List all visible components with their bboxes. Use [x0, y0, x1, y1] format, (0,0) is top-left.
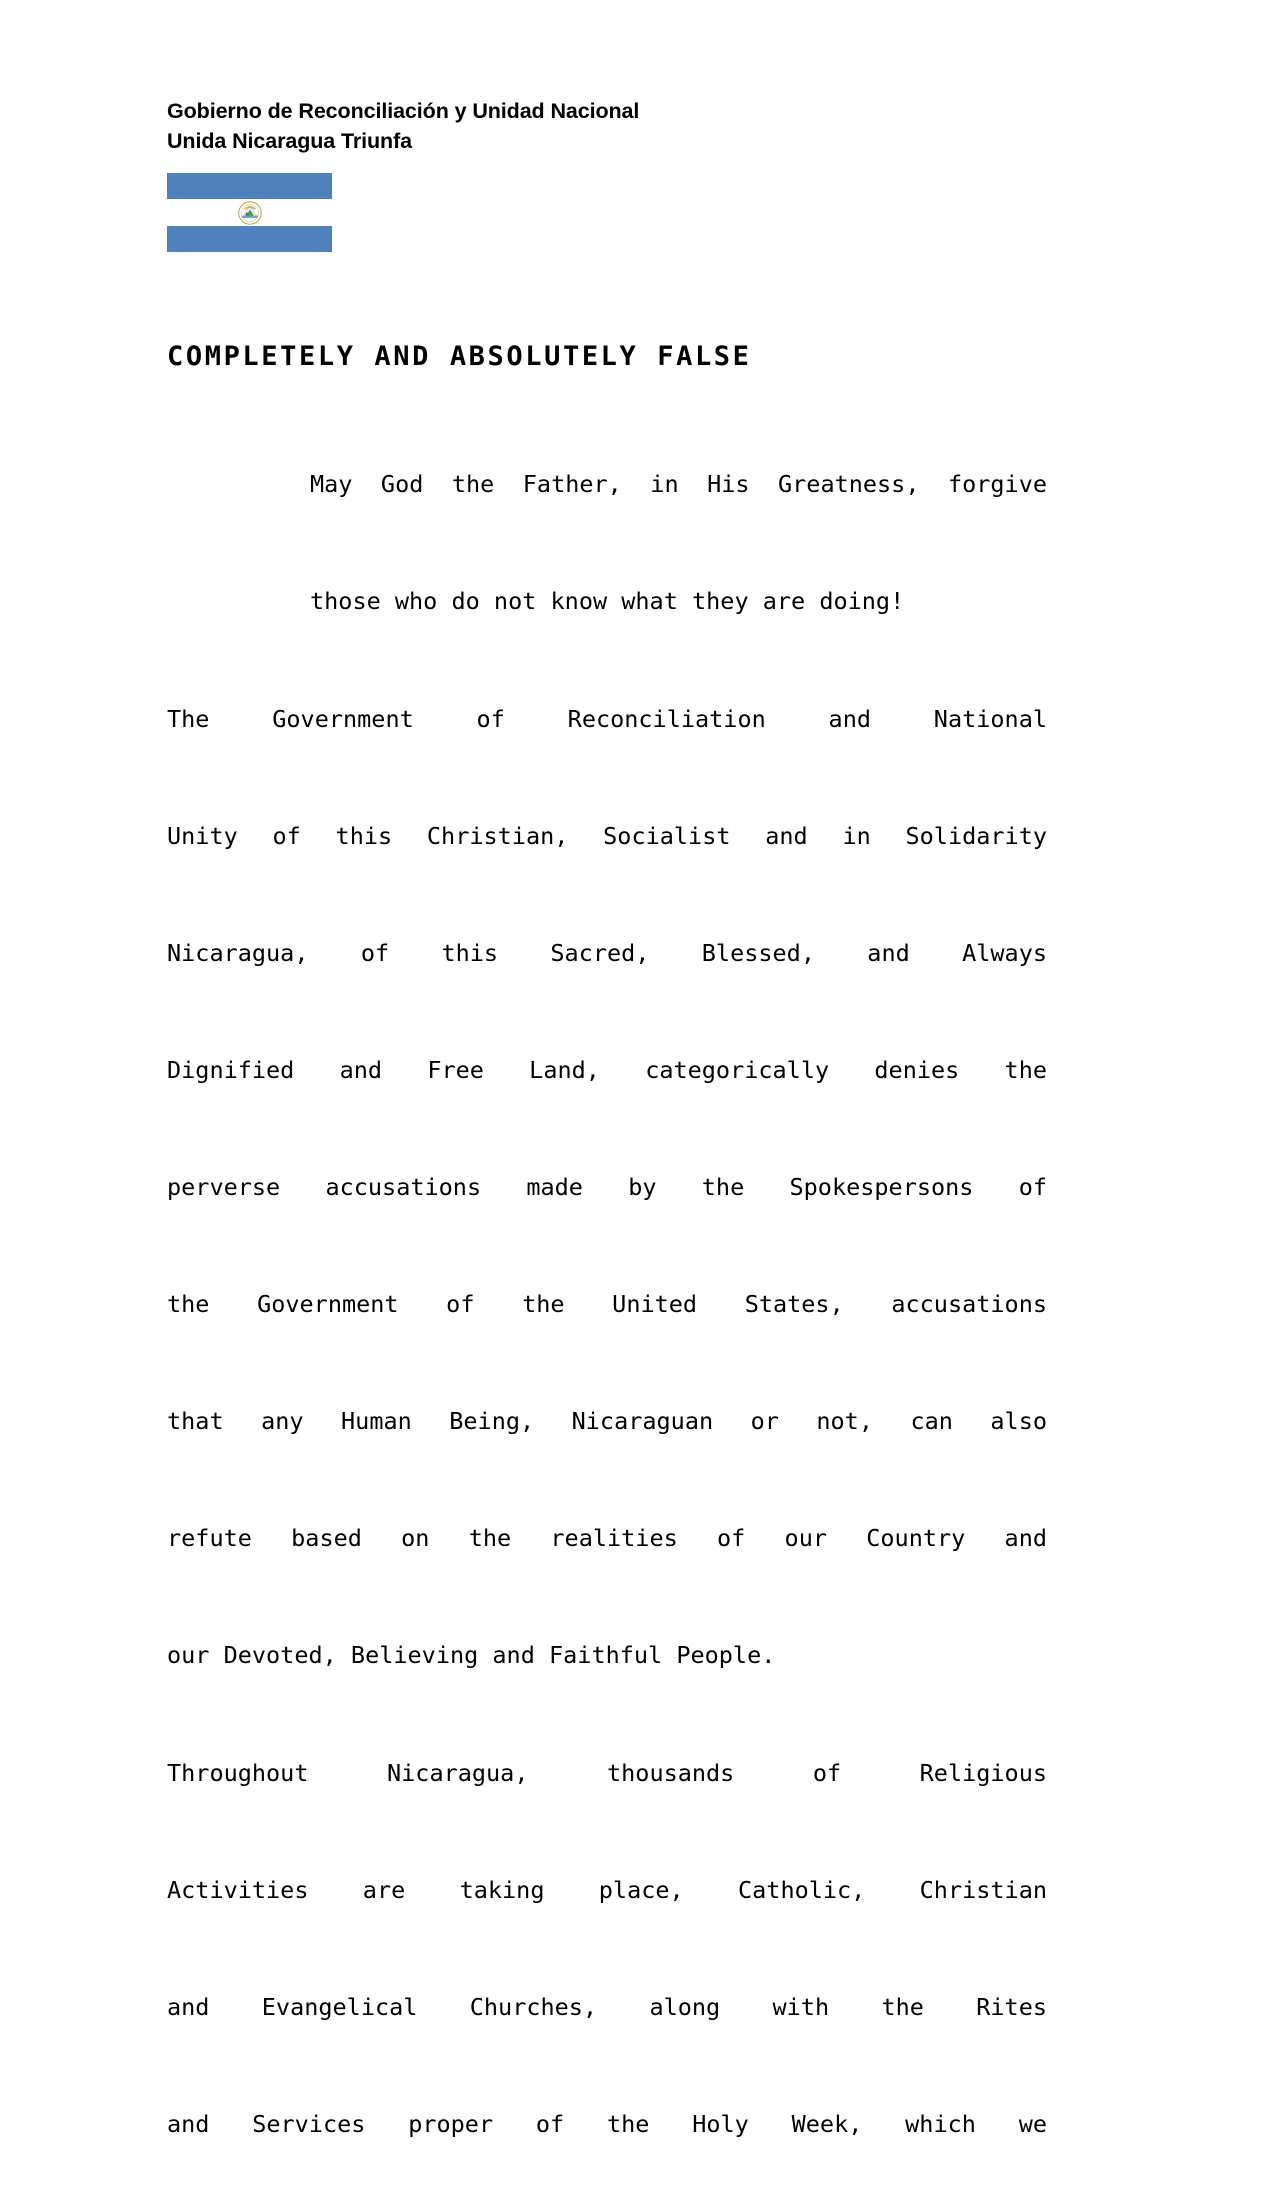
document-title: COMPLETELY AND ABSOLUTELY FALSE	[167, 341, 752, 372]
paragraph-1-line-8: refute based on the realities of our Country and	[167, 1523, 1047, 1552]
coat-of-arms-icon	[233, 196, 267, 230]
paragraph-spacer-1	[167, 631, 1047, 690]
paragraph-1-line-5: perverse accusations made by the Spokespersons of	[167, 1172, 1047, 1201]
paragraph-2-line-3: and Evangelical Churches, along with the Rites	[167, 1993, 1047, 2021]
paragraph-1-line-9: our Devoted, Believing and Faithful People.	[167, 1640, 776, 1669]
nicaragua-flag-image	[167, 173, 332, 252]
paragraph-1-line-2: Unity of this Christian, Socialist and in Solidarity	[167, 821, 1047, 850]
document-body	[167, 455, 1047, 2212]
paragraph-2	[167, 1744, 1047, 2212]
paragraph-1-line-7: that any Human Being, Nicaraguan or not, can also	[167, 1406, 1047, 1435]
paragraph-1-line-4: Dignified and Free Land, categorically denies the	[167, 1055, 1047, 1084]
quote-line-2: those who do not know what they are doing!	[310, 587, 905, 615]
letterhead-line-2: Unida Nicaragua Triunfa	[167, 129, 413, 153]
flag-graphic	[167, 173, 332, 252]
paragraph-1-line-3: Nicaragua, of this Sacred, Blessed, and Always	[167, 938, 1047, 967]
paragraph-spacer-2	[167, 1684, 1047, 1744]
paragraph-2-line-4: and Services proper of the Holy Week, which we	[167, 2110, 1047, 2138]
letterhead-line-1: Gobierno de Reconciliación y Unidad Nacional	[167, 99, 640, 123]
paragraph-1	[167, 690, 1047, 1685]
letterhead	[167, 96, 1067, 156]
quote-paragraph	[167, 455, 1047, 631]
paragraph-1-line-6: the Government of the United States, accusations	[167, 1289, 1047, 1318]
quote-line-1: May God the Father, in His Greatness, forgive	[310, 470, 1047, 498]
paragraph-2-line-2: Activities are taking place, Catholic, Christian	[167, 1876, 1047, 1904]
paragraph-2-line-1: Throughout Nicaragua, thousands of Religious	[167, 1759, 1047, 1787]
paragraph-1-line-1: The Government of Reconciliation and National	[167, 704, 1047, 733]
flag-band-bottom	[167, 226, 332, 252]
